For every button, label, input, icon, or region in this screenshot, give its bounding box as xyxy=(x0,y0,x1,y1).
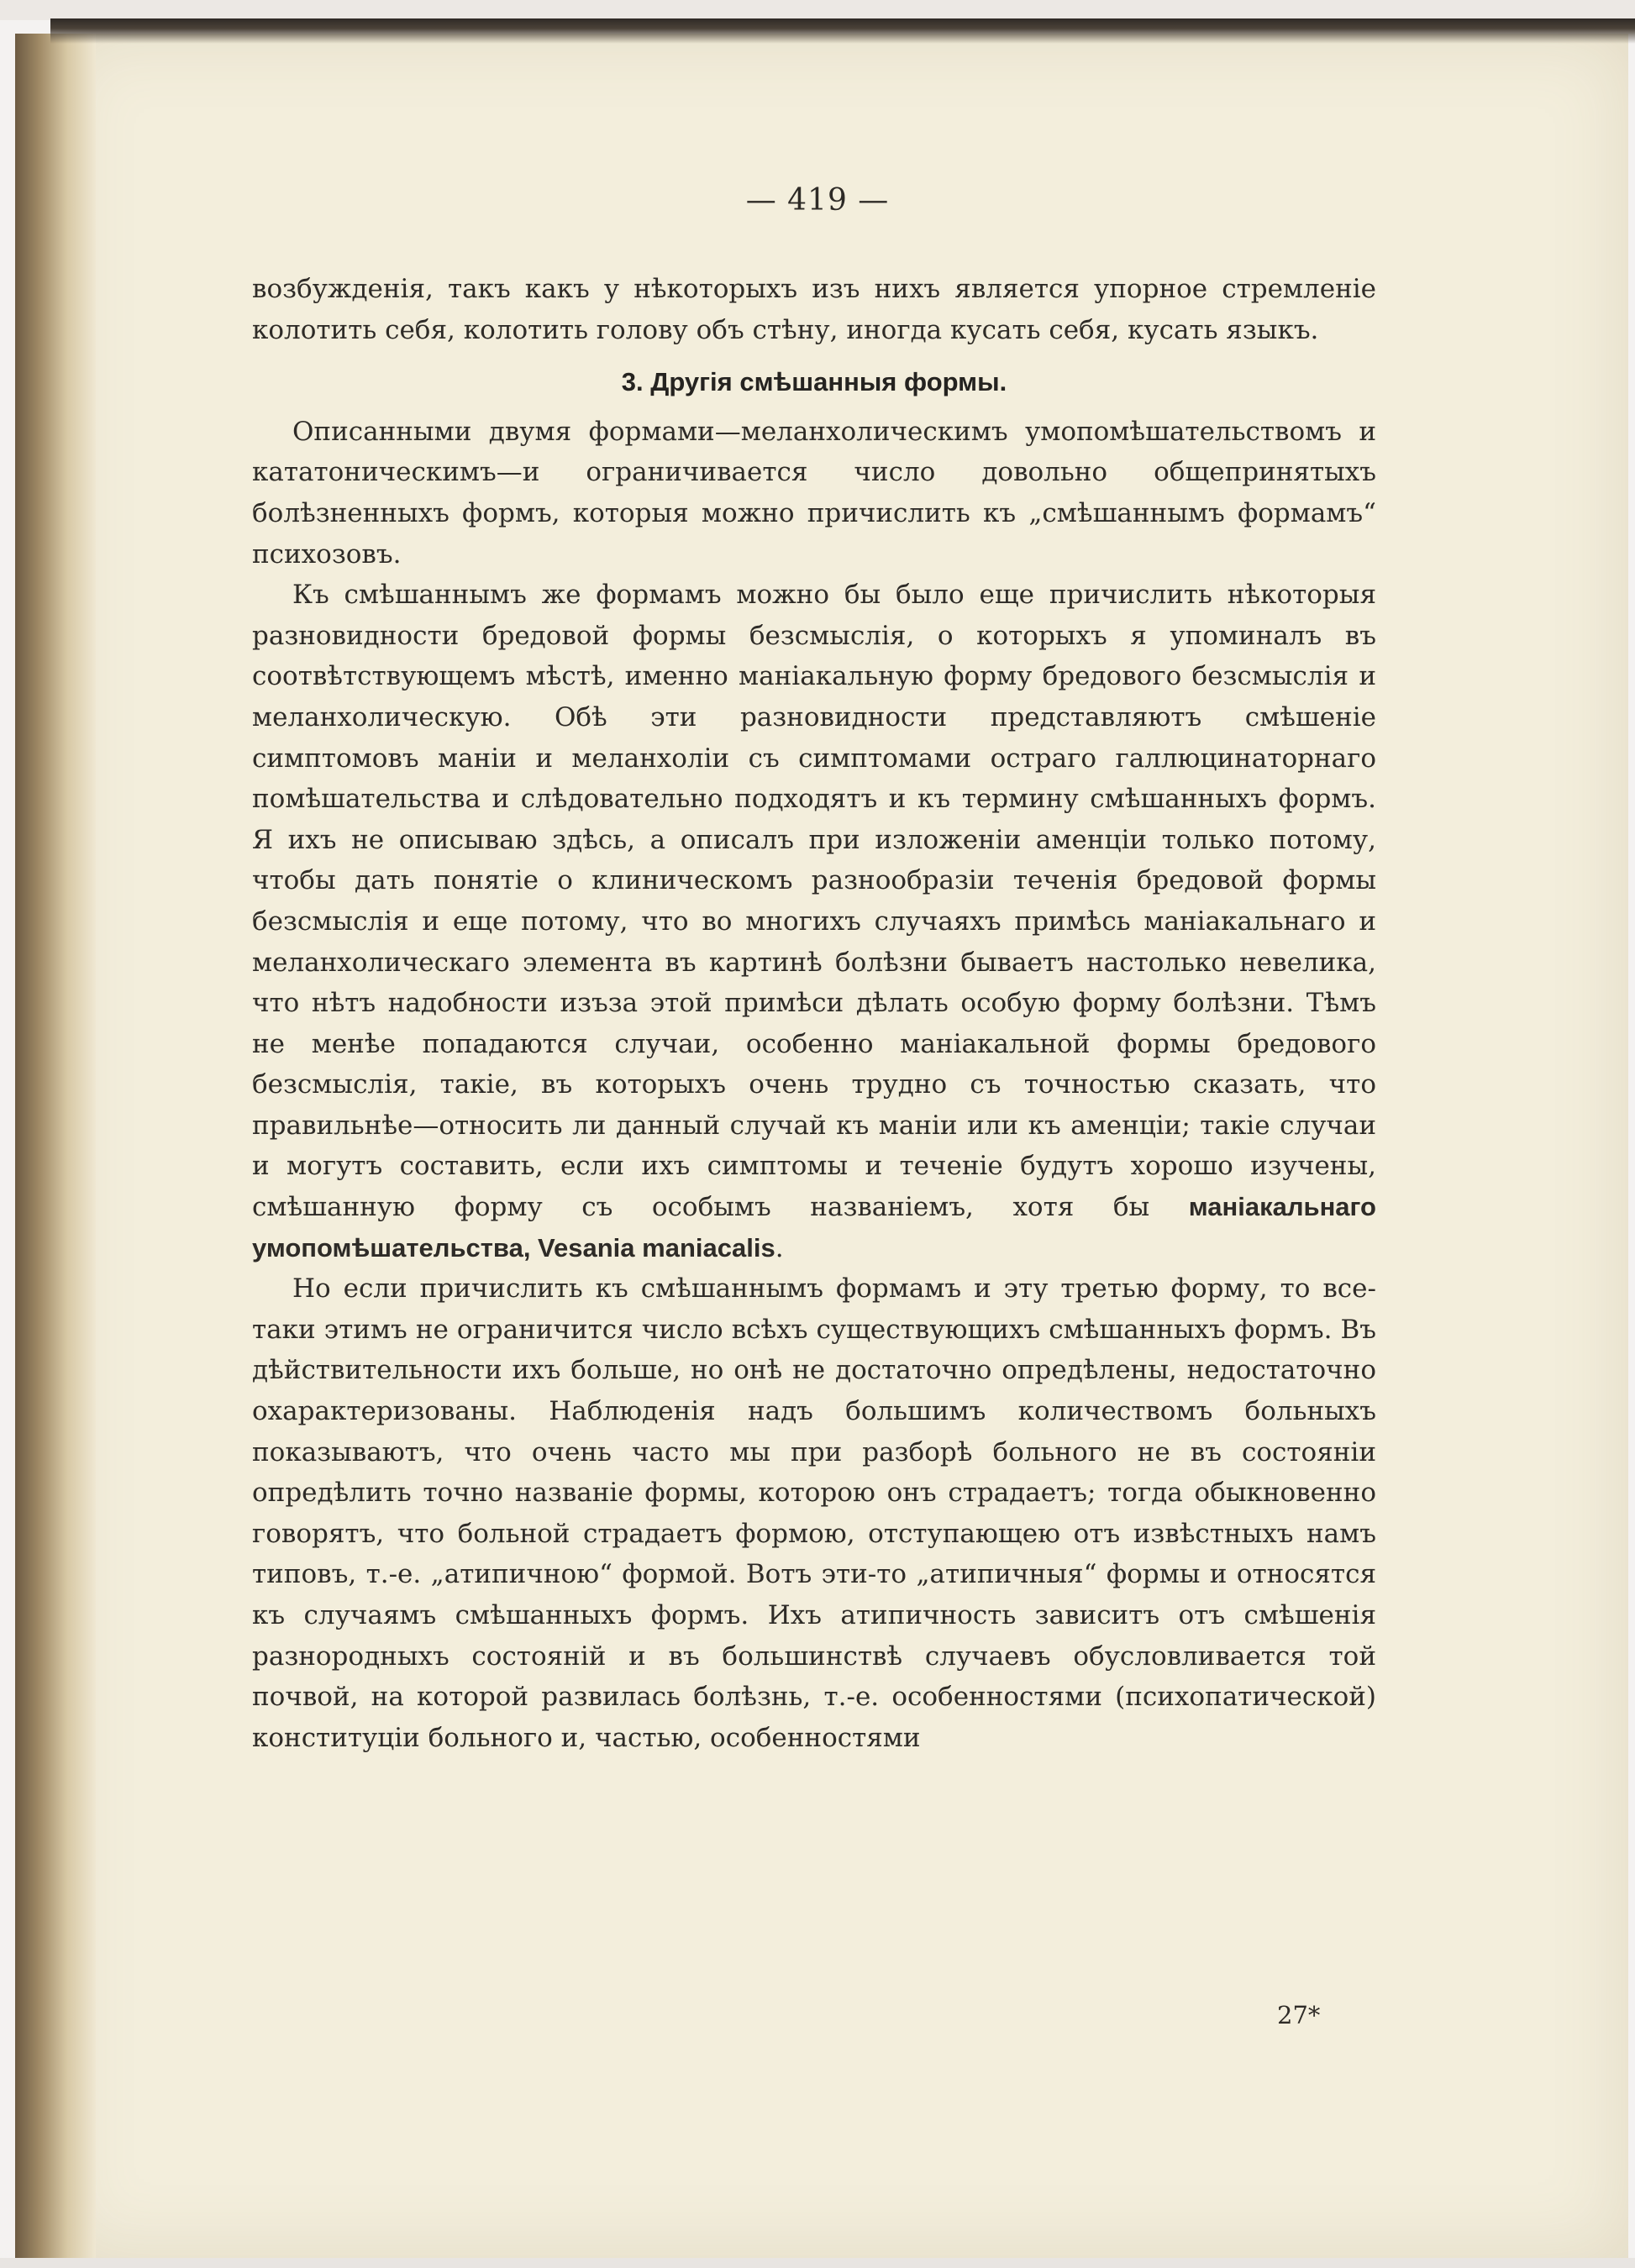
book-gutter xyxy=(15,34,96,2258)
paragraph-3: Но если причислить къ смѣшаннымъ формамъ и эту третью форму, то все-таки этимъ не ограничится число всѣхъ существующихъ смѣшанныхъ формъ. Въ дѣйствительности ихъ больше, но онѣ не достаточно опредѣлены, недостаточно охарактеризованы. Наблюденія надъ большимъ количествомъ больныхъ показываютъ, что очень часто мы при разборѣ больного не въ состояніи опредѣлить точно названіе формы, которою онъ страдаетъ; тогда обыкновенно говорятъ, что больной страдаетъ формою, отступающею отъ извѣстныхъ намъ типовъ, т.-е. „атипичною“ формой. Вотъ эти-то „атипичныя“ формы и относятся къ случаямъ смѣшанныхъ формъ. Ихъ атипичность зависитъ отъ смѣшенія разнородныхъ состояній и въ большинствѣ случаевъ обусловливается той почвой, на которой развилась болѣзнь, т.-е. особенностями (психопатической) конституціи больного и, частью, особенностями xyxy=(252,1273,1376,1753)
paragraph-2-end: . xyxy=(775,1232,784,1263)
page-number: — 419 — xyxy=(745,183,890,218)
paragraph-2-text: Къ смѣшаннымъ же формамъ можно бы было еще причислить нѣкоторыя разновидности бредовой формы безсмыслія, о которыхъ я упоминалъ въ соотвѣтствующемъ мѣстѣ, именно маніакальную форму бредового безсмыслія и меланхолическую. Обѣ эти разновидности представляютъ смѣшеніе симптомовъ маніи и меланхоліи съ симптомами остраго галлюцинаторнаго помѣшательства и слѣдовательно подходятъ и къ термину смѣшанныхъ формъ. Я ихъ не описываю здѣсь, а описалъ при изложеніи аменціи только потому, чтобы дать понятіе о клиническомъ разнообразіи теченія бредовой формы безсмыслія и еще потому, что во многихъ случаяхъ примѣсь маніакальнаго и меланхолическаго элемента въ картинѣ болѣзни бываетъ настолько невелика, что нѣтъ надобности изъза этой примѣси дѣлать особую форму болѣзни. Тѣмъ не менѣе попадаются случаи, особенно маніакальной формы бредового безсмыслія, такіе, въ которыхъ очень трудно съ точностью сказать, что правильнѣе—относить ли данный случай къ маніи или къ аменціи; такіе случаи и могутъ составить, если ихъ симптомы и теченіе будутъ хорошо изучены, смѣшанную форму съ особымъ названіемъ, хотя бы xyxy=(252,580,1376,1223)
scan-bottom-edge xyxy=(0,2258,1635,2268)
body-text xyxy=(252,269,1376,1758)
paragraph-1: Описанными двумя формами—меланхолическимъ умопомѣшательствомъ и кататоническимъ—и ограничивается число довольно общепринятыхъ болѣзненныхъ формъ, которыя можно причислить къ „смѣшаннымъ формамъ“ психозовъ. xyxy=(252,416,1376,570)
scan-top-edge xyxy=(0,0,1635,20)
scan-shadow xyxy=(50,18,1635,44)
section-heading: 3. Другія смѣшанныя формы. xyxy=(621,367,1007,397)
paragraph-2 xyxy=(252,575,1376,1268)
paragraph-continuation: возбужденія, такъ какъ у нѣкоторыхъ изъ нихъ является упорное стремленіе колотить себя, колотить голову объ стѣну, иногда кусать себя, кусать языкъ. xyxy=(252,274,1376,345)
paragraph-2-bold-term: маніакальнаго умопомѣшательства, Vesania maniacalis xyxy=(252,1192,1376,1263)
signature-mark: 27* xyxy=(1277,2001,1321,2029)
